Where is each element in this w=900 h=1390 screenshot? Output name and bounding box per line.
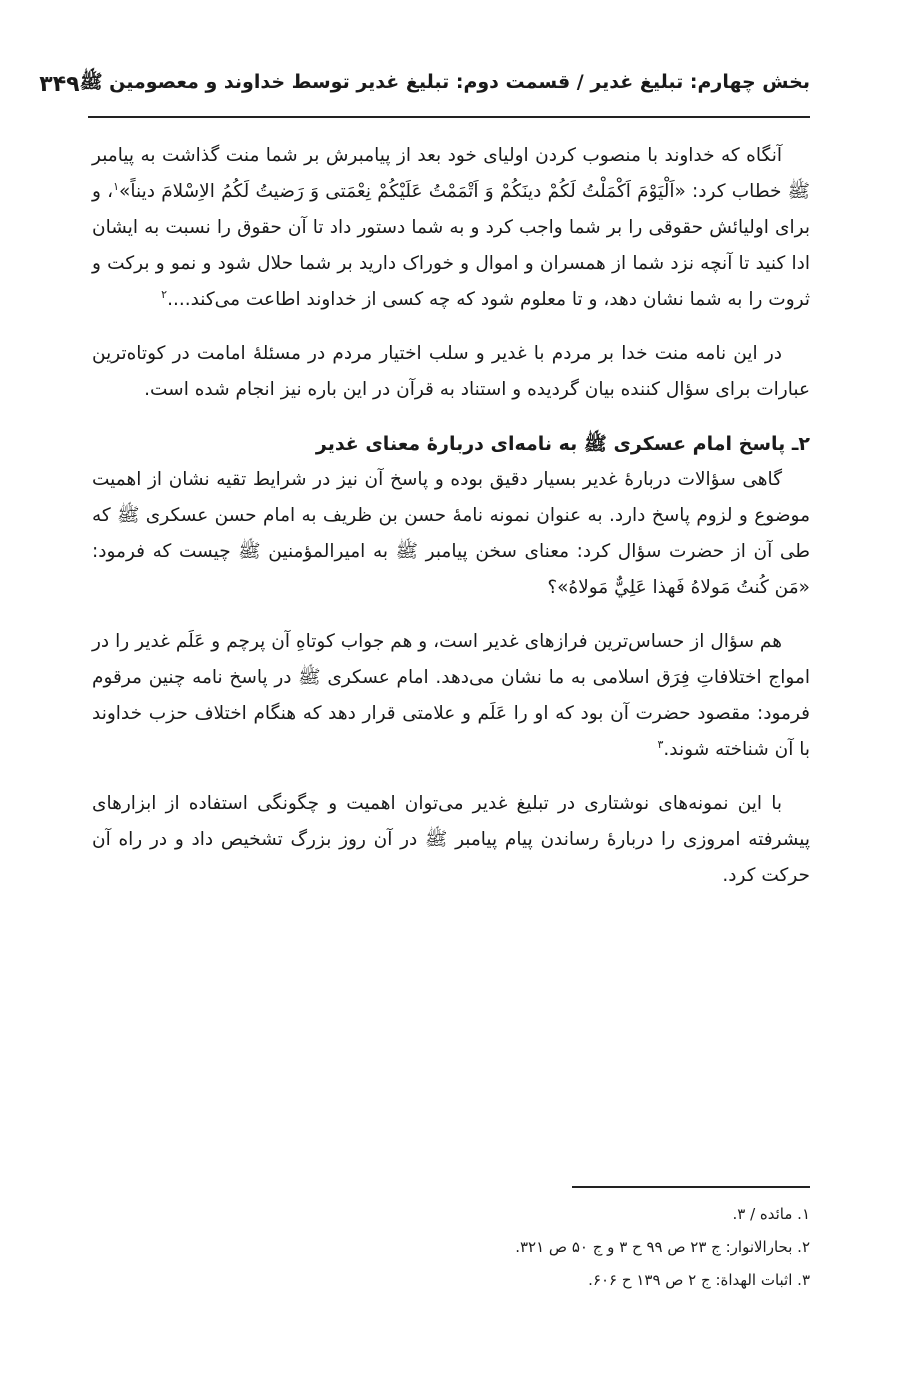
body-text [92,138,810,912]
paragraph-1-continuation: ، و برای اولیائش حقوقی را بر شما واجب کرد و به شما دستور داد تا آن حقوق را نسبت به ایشان ادا کنید تا آنچه نزد شما از همسران و اموال و خوراک دارید بر شما حلال شود و نمو و برکت و ثروت را به شما نشان دهد، و تا معلوم شود که چه کسی از خداوند اطاعت می‌کند.... [92,181,810,310]
section-heading: ۲ـ پاسخ امام عسکری ﷺ به نامه‌ای دربارهٔ معنای غدیر [315,433,810,455]
paragraph-1-text: آنگاه که خداوند با منصوب کردن اولیای خود بعد از پیامبرش بر شما منت گذاشت به پیامبر ﷺ خطاب کرد: «اَلْيَوْمَ اَكْمَلْتُ لَكُمْ دينَكُمْ وَ اَتْمَمْتُ عَلَيْكُمْ نِعْمَتى وَ رَضيتُ لَكُمُ الاِسْلامَ ديناً» [92,145,810,202]
running-header-title: بخش چهارم: تبلیغ غدیر / قسمت دوم: تبلیغ غدیر توسط خداوند و معصومین ﷺ [79,71,810,93]
footnote-ref-1[interactable]: ۱ [113,179,120,193]
paragraph-2: در این نامه منت خدا بر مردم با غدیر و سلب اختیار مردم در مسئلهٔ امامت در کوتاه‌ترین عبارات برای سؤال کننده بیان گردیده و استناد به قرآن در این باره نیز انجام شده است. [92,343,810,400]
paragraph-1 [92,138,810,318]
footnote-1: ۱. مائده / ۳. [732,1205,810,1223]
page-number: ۳۴۹ [39,71,80,97]
running-header [39,70,810,98]
section-paragraph-3: با این نمونه‌های نوشتاری در تبلیغ غدیر می‌توان اهمیت و چگونگی استفاده از ابزارهای پیشرفته امروزی را دربارهٔ رساندن پیام پیامبر ﷺ در آن روز بزرگ تشخیص داد و در راه آن حرکت کرد. [92,793,810,886]
section-paragraph-1: گاهی سؤالات دربارهٔ غدیر بسیار دقیق بوده و پاسخ آن نیز در شرایط تقیه نشان از اهمیت موضوع و لزوم پاسخ دارد. به عنوان نمونه نامهٔ حسن بن ظریف به امام حسن عسکری ﷺ که طی آن از حضرت سؤال کرد: معنای سخن پیامبر ﷺ به امیرالمؤمنین ﷺ چیست که فرمود: «مَن كُنتُ مَولاهُ فَهذا عَلِيٌّ مَولاهُ»؟ [92,469,810,598]
footnotes [300,1198,810,1297]
footnote-ref-2[interactable]: ۲ [161,287,168,301]
footnote-ref-3[interactable]: ۳ [657,737,664,751]
section-paragraph-2 [92,624,810,768]
footnote-2: ۲. بحارالانوار: ج ۲۳ ص ۹۹ ح ۳ و ج ۵۰ ص ۳۲۱. [515,1238,810,1256]
footnote-divider [572,1186,810,1188]
footnote-3: ۳. اثبات الهداة: ج ۲ ص ۱۳۹ ح ۶۰۶. [588,1271,810,1289]
header-divider [88,116,810,118]
section-paragraph-2-text: هم سؤال از حساس‌ترین فرازهای غدیر است، و هم جواب کوتاهِ آن پرچم و عَلَم غدیر را در امواج اختلافاتِ فِرَق اسلامی به ما نشان می‌دهد. امام عسکری ﷺ در پاسخ نامه چنین مرقوم فرمود: مقصود حضرت آن بود که او را عَلَم و علامتی قرار دهد که هنگام اختلاف حزب خداوند با آن شناخته شوند. [92,631,810,760]
